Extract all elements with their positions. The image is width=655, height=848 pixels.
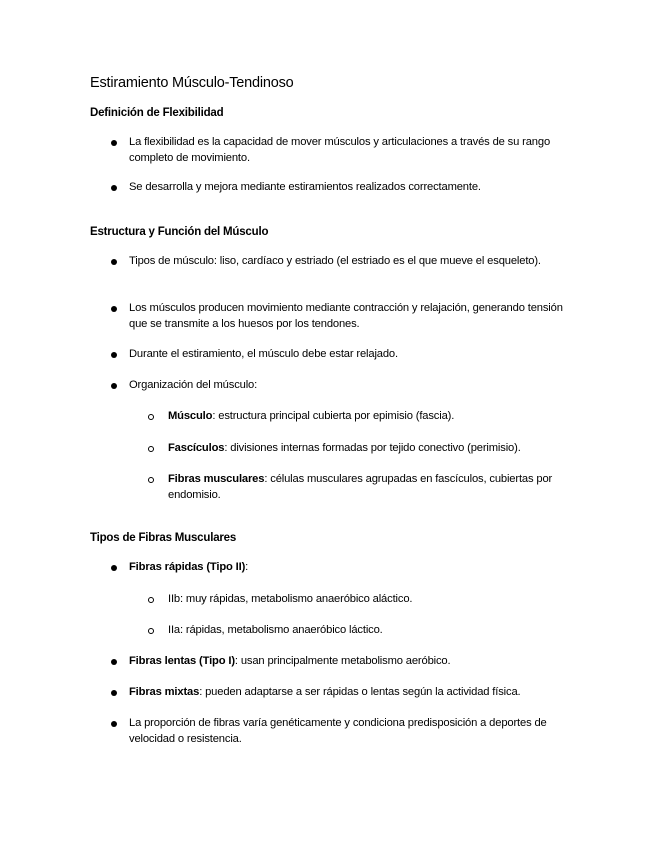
term-description: : divisiones internas formadas por tejido conectivo (perimisio). xyxy=(224,442,521,454)
sub-list-item xyxy=(168,441,573,457)
list-item: La flexibilidad es la capacidad de mover músculos y articulaciones a través de su rango completo de movimiento. xyxy=(129,136,551,164)
list-item xyxy=(129,654,569,670)
bullet-icon xyxy=(111,140,117,146)
term-description: : pueden adaptarse a ser rápidas o lentas según la actividad física. xyxy=(199,686,521,698)
term: Fibras musculares xyxy=(168,473,265,485)
term-description: : usan principalmente metabolismo aeróbico. xyxy=(234,655,451,667)
term: Fibras mixtas xyxy=(129,686,200,698)
section-heading-tipos-fibras: Tipos de Fibras Musculares xyxy=(90,532,237,544)
bullet-icon xyxy=(111,185,117,191)
list-item: Durante el estiramiento, el músculo debe estar relajado. xyxy=(129,348,398,360)
sub-bullet-icon xyxy=(148,477,154,483)
list-item: Se desarrolla y mejora mediante estiramientos realizados correctamente. xyxy=(129,181,481,193)
bullet-icon xyxy=(111,690,117,696)
term-description: : células musculares agrupadas en fascículos, cubiertas por endomisio. xyxy=(168,473,553,501)
sub-bullet-icon xyxy=(148,628,154,634)
sub-bullet-icon xyxy=(148,597,154,603)
bullet-icon xyxy=(111,383,117,389)
section-heading-estructura: Estructura y Función del Músculo xyxy=(90,226,269,238)
sub-list-item xyxy=(168,472,573,503)
sub-list-item: IIb: muy rápidas, metabolismo anaeróbico aláctico. xyxy=(168,593,413,605)
term: Fascículos xyxy=(168,442,225,454)
bullet-icon xyxy=(111,306,117,312)
list-item xyxy=(129,685,569,701)
list-item: Organización del músculo: xyxy=(129,379,258,391)
term-description: : estructura principal cubierta por epimisio (fascia). xyxy=(212,410,455,422)
sub-bullet-icon xyxy=(148,414,154,420)
bullet-icon xyxy=(111,721,117,727)
bullet-icon xyxy=(111,352,117,358)
sub-bullet-icon xyxy=(148,446,154,452)
list-item xyxy=(129,560,569,576)
bullet-icon xyxy=(111,259,117,265)
bullet-icon xyxy=(111,659,117,665)
sub-list-item xyxy=(168,409,573,425)
document-title: Estiramiento Músculo-Tendinoso xyxy=(90,75,294,91)
section-heading-flexibilidad: Definición de Flexibilidad xyxy=(90,107,224,119)
bullet-icon xyxy=(111,565,117,571)
term: Fibras lentas (Tipo I) xyxy=(129,655,235,667)
list-item: La proporción de fibras varía genéticamente y condiciona predisposición a deportes de velocidad o resistencia. xyxy=(129,717,547,745)
term: Fibras rápidas (Tipo II) xyxy=(129,561,246,573)
list-item: Tipos de músculo: liso, cardíaco y estriado (el estriado es el que mueve el esqueleto). xyxy=(129,255,541,267)
term-description: : xyxy=(245,561,249,573)
list-item: Los músculos producen movimiento mediante contracción y relajación, generando tensión que se transmite a los huesos por los tendones. xyxy=(129,302,563,330)
term: Músculo xyxy=(168,410,213,422)
sub-list-item: IIa: rápidas, metabolismo anaeróbico láctico. xyxy=(168,624,383,636)
